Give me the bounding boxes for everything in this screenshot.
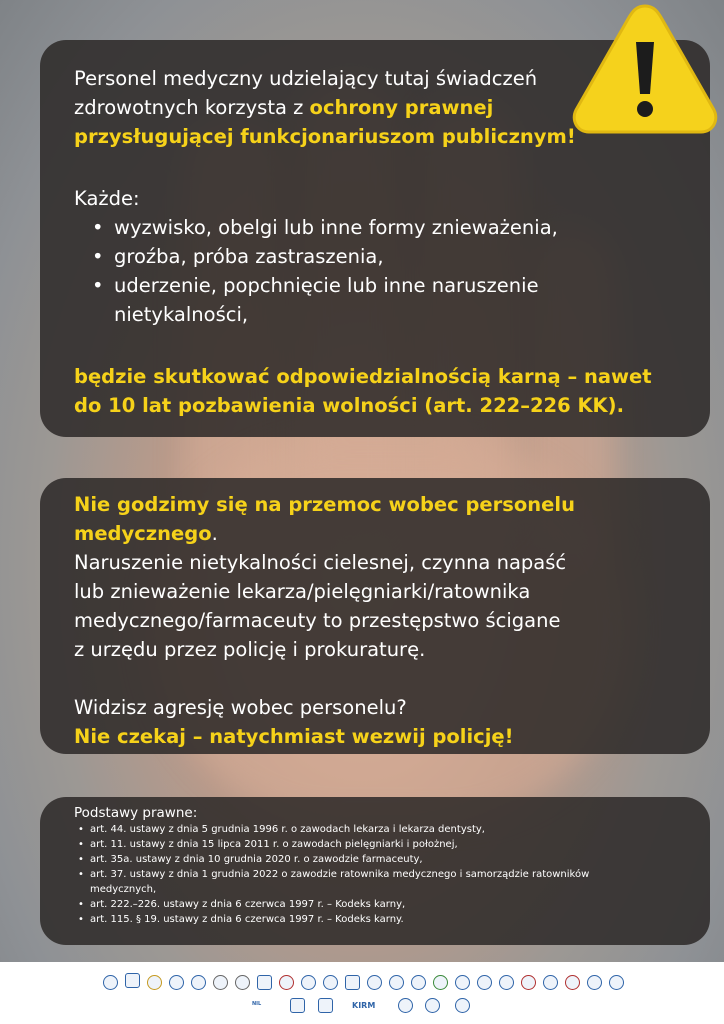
partner-logo: [345, 975, 360, 990]
partner-logo: [147, 975, 162, 990]
partner-logo: [257, 975, 272, 990]
list-item: • groźba, próba zastraszenia,: [92, 242, 676, 271]
list-item: • art. 11. ustawy z dnia 15 lipca 2011 r. o zawodach pielęgniarki i położnej,: [78, 837, 676, 852]
question-line: Widzisz agresję wobec personelu?: [74, 696, 407, 719]
partner-logo: [411, 975, 426, 990]
partner-logo: [290, 998, 305, 1013]
partner-logo: [543, 975, 558, 990]
partner-logo: [213, 975, 228, 990]
partner-logo: [125, 973, 140, 988]
partner-logo: [521, 975, 536, 990]
legal-basis-panel: [40, 797, 710, 945]
partner-logo: [235, 975, 250, 990]
list-item: • art. 35a. ustawy z dnia 10 grudnia 2020 r. o zawodzie farmaceuty,: [78, 852, 676, 867]
legal-basis-title: Podstawy prawne:: [74, 805, 198, 821]
intro-highlight-line: przysługującej funkcjonariuszom publicznym!: [74, 125, 576, 148]
body-line: lub znieważenie lekarza/pielęgniarki/ratownika: [74, 580, 531, 603]
partner-logo: [103, 975, 118, 990]
panel-heading: Nie godzimy się na przemoc wobec personelu: [74, 493, 575, 516]
list-item: • art. 222.–226. ustawy z dnia 6 czerwca 1997 r. – Kodeks karny,: [78, 897, 676, 912]
list-item: • art. 37. ustawy z dnia 1 grudnia 2022 o zawodzie ratownika medycznego i samorządzie ratowników medycznych,: [78, 867, 650, 897]
list-item: • art. 44. ustawy z dnia 5 grudnia 1996 r. o zawodach lekarza i lekarza dentysty,: [78, 822, 676, 837]
partner-logo: [587, 975, 602, 990]
partner-logo: [191, 975, 206, 990]
partner-logo: [455, 975, 470, 990]
heading-period: .: [211, 522, 218, 545]
each-label: Każde:: [74, 187, 140, 210]
partner-logos-bar: [0, 962, 724, 1024]
nil-logo-label: NIL: [252, 1001, 262, 1007]
panel-heading: [74, 519, 676, 548]
offense-list: [74, 213, 676, 329]
no-violence-panel: [40, 478, 710, 754]
partner-logo: [323, 975, 338, 990]
consequence-line: będzie skutkować odpowiedzialnością karną – nawet: [74, 365, 652, 388]
consequence-line: do 10 lat pozbawienia wolności (art. 222–226 KK).: [74, 394, 624, 417]
warning-sign-icon: [570, 2, 720, 138]
partner-logo: [279, 975, 294, 990]
intro-highlight: ochrony prawnej: [309, 96, 494, 119]
partner-logo: [609, 975, 624, 990]
partner-logo: [455, 998, 470, 1013]
list-item: • art. 115. § 19. ustawy z dnia 6 czerwca 1997 r. – Kodeks karny.: [78, 912, 676, 927]
legal-basis-list: [74, 822, 676, 927]
partner-logo: [301, 975, 316, 990]
heading-highlight: medycznego: [74, 522, 212, 545]
partner-logo: [318, 998, 333, 1013]
body-line: z urzędu przez policję i prokuraturę.: [74, 638, 426, 661]
body-line: Naruszenie nietykalności cielesnej, czynna napaść: [74, 551, 567, 574]
list-item: • uderzenie, popchnięcie lub inne naruszenie nietykalności,: [92, 271, 564, 329]
partner-logo: [499, 975, 514, 990]
partner-logo: [367, 975, 382, 990]
partner-logo: [565, 975, 580, 990]
partner-logo: [425, 998, 440, 1013]
intro-line: Personel medyczny udzielający tutaj świadczeń: [74, 67, 538, 90]
call-to-action: Nie czekaj – natychmiast wezwij policję!: [74, 725, 514, 748]
partner-logo: [433, 975, 448, 990]
intro-text: zdrowotnych korzysta z: [74, 96, 310, 119]
partner-logo: [389, 975, 404, 990]
partner-logo: [398, 998, 413, 1013]
body-line: medycznego/farmaceuty to przestępstwo ścigane: [74, 609, 561, 632]
partner-logo: [477, 975, 492, 990]
kirm-logo-label: KIRM: [352, 1001, 376, 1010]
partner-logo: [169, 975, 184, 990]
list-item: • wyzwisko, obelgi lub inne formy znieważenia,: [92, 213, 676, 242]
